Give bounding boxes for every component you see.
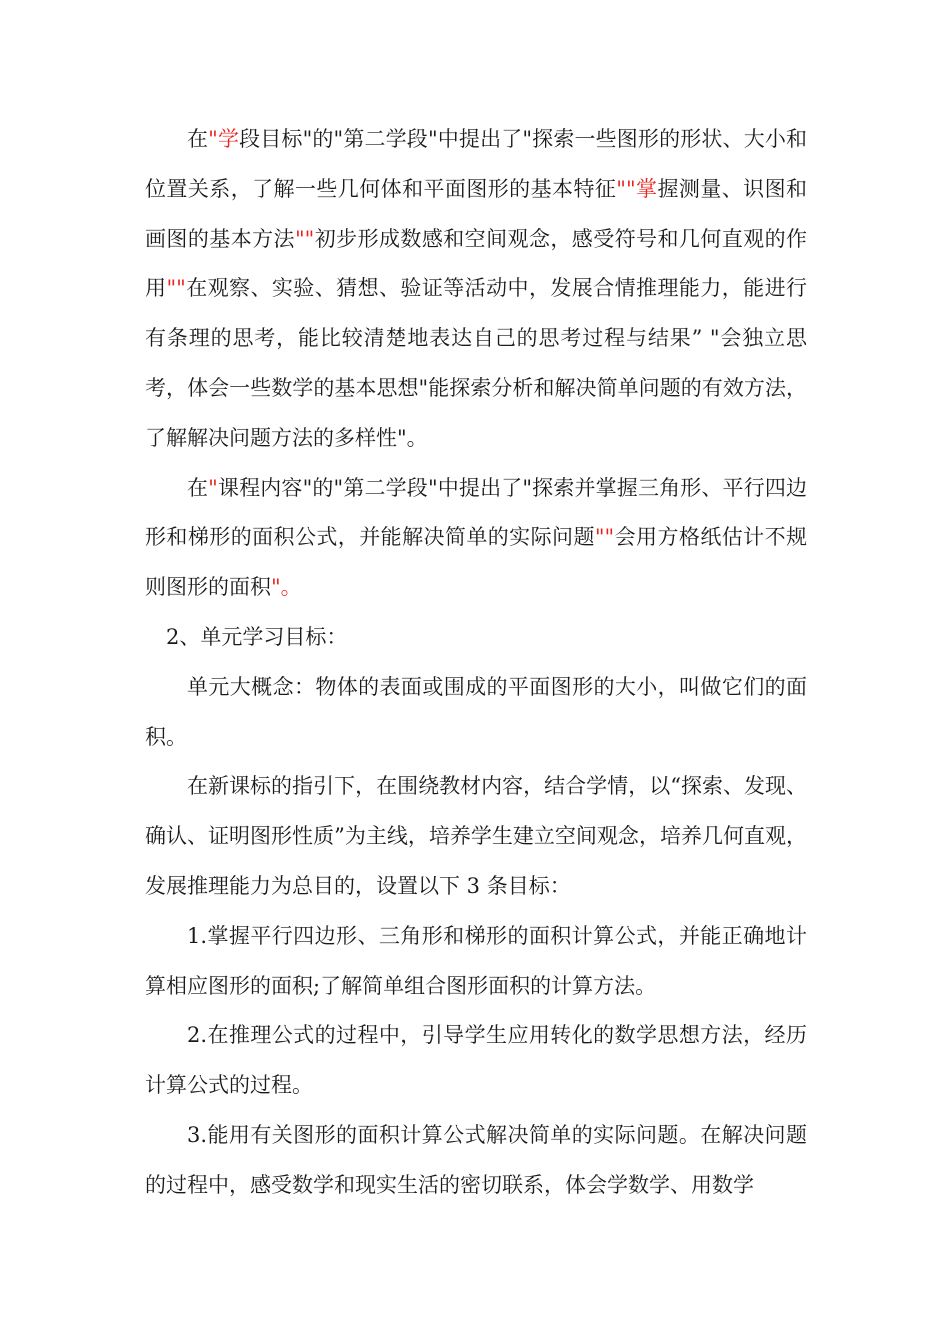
text-segment: 在: [187, 127, 209, 151]
highlight-segment: "": [166, 276, 186, 301]
text-segment: 会用方格纸估计不规则图形的面积: [145, 525, 808, 600]
highlight-segment: "": [594, 525, 615, 550]
section-heading-unit-goals: [145, 613, 807, 663]
text-segment: 单元大概念：物体的表面或围成的平面图形的大小，叫做它们的面积。: [145, 674, 807, 749]
text-segment: 握测量、识图和画图的基本方法: [145, 176, 808, 251]
paragraph-stage-goals: [145, 115, 807, 464]
text-segment: 在新课标的指引下，在围绕教材内容，结合学情，以“探索、发现、确认、证明图形性质”为主线，培养学生建立空间观念，培养几何直观，发展推理能力为总目的，设置以下 3 条目标：: [145, 774, 807, 898]
paragraph-guidance: [145, 762, 807, 911]
highlight-segment: "学: [208, 127, 240, 151]
text-segment: 2.在推理公式的过程中，引导学生应用转化的数学思想方法，经历计算公式的过程。: [145, 1023, 807, 1098]
goal-item-2: [145, 1011, 807, 1111]
text-segment: 段目标"的"第二学段"中提出了"探索一些图形的形状、大小和位置关系，了解一些几何体和平面图形的基本特征: [145, 127, 807, 201]
text-segment: 3.能用有关图形的面积计算公式解决简单的实际问题。在解决问题的过程中，感受数学和现实生活的密切联系，体会学数学、用数学: [145, 1122, 807, 1197]
text-segment: 在观察、实验、猜想、验证等活动中，发展合情推理能力，能进行有条理的思考，能比较清楚地表达自己的思考过程与结果” "会独立思考，体会一些数学的基本思想"能探索分析和解决简单问题的有效方法，了解解决问题方法的多样性"。: [145, 276, 808, 450]
text-segment: 1.掌握平行四边形、三角形和梯形的面积计算公式，并能正确地计算相应图形的面积;了解简单组合图形面积的计算方法。: [145, 923, 807, 998]
heading-text: 2、单元学习目标：: [166, 624, 348, 649]
highlight-segment: ": [208, 475, 218, 500]
goal-item-1: [145, 912, 807, 1012]
text-segment: 在: [187, 475, 209, 500]
document-page: [145, 115, 807, 1211]
paragraph-course-content: [145, 464, 807, 613]
text-segment: 初步形成数感和空间观念，感受符号和几何直观的作用: [145, 226, 808, 301]
highlight-segment: "": [294, 226, 315, 251]
text-segment: 课程内容"的"第二学段"中提出了"探索并掌握三角形、平行四边形和梯形的面积公式，并能解决简单的实际问题: [145, 475, 807, 550]
goal-item-3: [145, 1111, 807, 1211]
highlight-segment: "。: [271, 575, 302, 600]
highlight-segment: ""掌: [616, 176, 658, 201]
paragraph-big-concept: [145, 663, 807, 763]
